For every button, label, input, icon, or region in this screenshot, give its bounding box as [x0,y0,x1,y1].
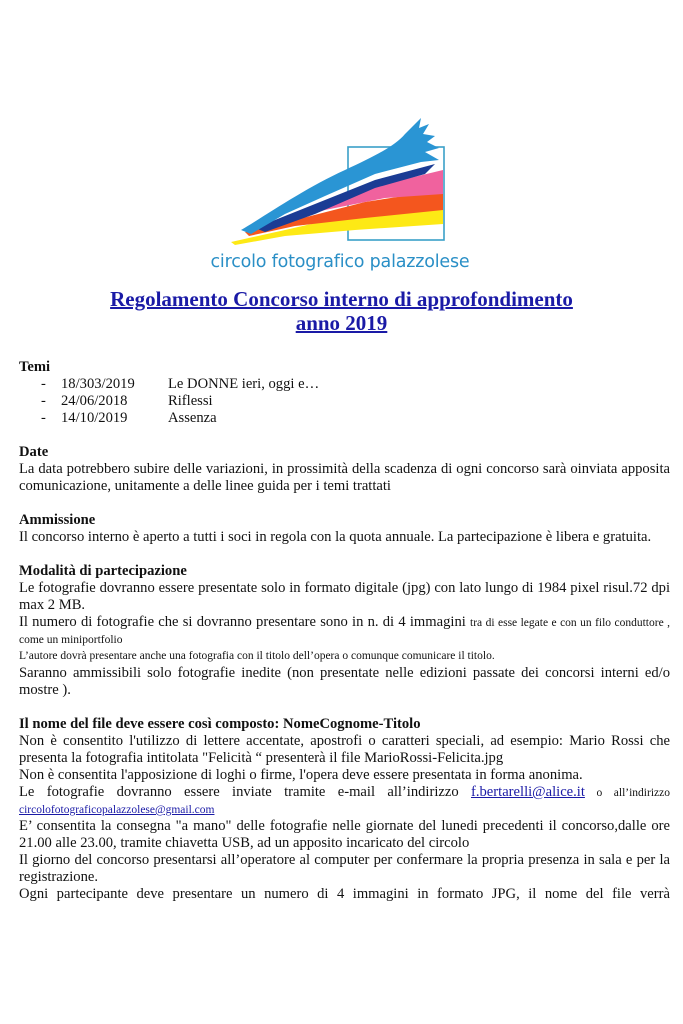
section-date [19,444,670,495]
section-heading: Date [19,444,49,460]
bullet-dash: - [41,376,46,392]
section-ammissione [19,512,670,546]
paragraph [19,614,670,648]
list-item [19,410,670,427]
section-heading: Modalità di partecipazione [19,563,187,579]
document-body [19,359,670,920]
paragraph: Saranno ammissibili solo fotografie inedite (non presentate nelle edizioni passate dei concorsi interni ed/o mostre ). [19,665,670,698]
bullet-dash: - [41,393,46,409]
paragraph: Il concorso interno è aperto a tutti i soci in regola con la quota annuale. La partecipazione è libera e gratuita. [19,529,652,545]
paragraph: Ogni partecipante deve presentare un numero di 4 immagini in formato JPG, il nome del file verrà [19,886,670,902]
club-name: circolo fotografico palazzolese [210,252,470,272]
paragraph: Il giorno del concorso presentarsi all’operatore al computer per confermare la propria presenza in sala e per la registrazione. [19,852,670,885]
email-link-club[interactable]: circolofotograficopalazzolese@gmail.com [19,804,215,816]
title-line-2: anno 2019 [295,311,388,335]
paragraph: La data potrebbero subire delle variazioni, in prossimità della scadenza di ogni concorso sarà oinviata apposita comunicazione, unitamente a delle linee guida per i temi trattati [19,461,670,494]
theme-date: 14/10/2019 [61,410,128,426]
theme-name: Assenza [168,410,217,426]
paragraph: Le fotografie dovranno essere presentate solo in formato digitale (jpg) con lato lungo di 1984 pixel risul.72 dpi max 2 MB. [19,580,670,613]
email-link-bertarelli[interactable]: f.bertarelli@alice.it [471,784,585,800]
paragraph: Non è consentita l'apposizione di loghi o firme, l'opera deve essere presentata in forma anonima. [19,767,583,783]
page-title [0,287,683,335]
section-heading: Temi [19,359,51,375]
paragraph-small: o all’indirizzo [584,787,670,799]
paragraph-main: Il numero di fotografie che si dovranno presentare sono in n. di 4 immagini [19,614,471,630]
paragraph-small: L’autore dovrà presentare anche una fotografia con il titolo dell’opera o comunque comunicare il titolo. [19,650,495,662]
paragraph [19,784,670,818]
list-item [19,376,670,393]
paragraph: E’ consentita la consegna "a mano" delle fotografie nelle giornate del lunedi precedenti il concorso,dalle ore 21.00 alle 23.00, tramite chiavetta USB, ad un apposito incaricato del circolo [19,818,670,851]
temi-list [19,376,670,427]
theme-name: Riflessi [168,393,213,409]
section-modalita [19,563,670,699]
section-temi [19,359,670,427]
theme-date: 18/303/2019 [61,376,135,392]
section-heading: Il nome del file deve essere così composto: NomeCognome-Titolo [19,716,421,732]
section-nome-file [19,716,670,903]
paragraph-small: tra di esse legate e con un filo conduttore , come un miniportfolio [19,617,670,646]
paragraph-text: Le fotografie dovranno essere inviate tramite e-mail all’indirizzo [19,784,471,800]
title-line-1: Regolamento Concorso interno di approfondimento [110,287,573,311]
theme-date: 24/06/2018 [61,393,128,409]
paragraph: Non è consentito l'utilizzo di lettere accentate, apostrofi o caratteri speciali, ad esempio: Mario Rossi che presenta la fotografia intitolata "Felicità “ presenterà il file MarioRossi-Felicita.jpg [19,733,670,766]
bullet-dash: - [41,410,46,426]
list-item [19,393,670,410]
section-heading: Ammissione [19,512,96,528]
theme-name: Le DONNE ieri, oggi e… [168,376,320,392]
